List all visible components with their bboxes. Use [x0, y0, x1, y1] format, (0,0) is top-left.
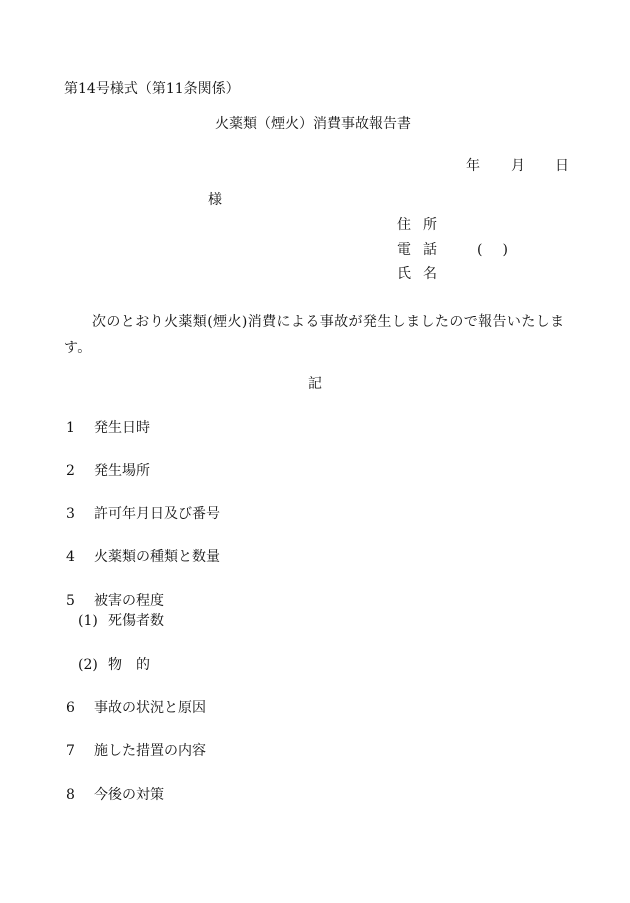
item-label: 許可年月日及び番号 [94, 506, 220, 522]
list-item [66, 788, 164, 802]
document-title: 火薬類（煙火）消費事故報告書 [215, 116, 411, 132]
sub-item-number: (1) [78, 613, 98, 629]
reporter-name-row [397, 266, 449, 282]
item-number: 2 [66, 463, 75, 479]
item-number: 3 [66, 506, 75, 522]
ki-heading: 記 [308, 376, 322, 392]
list-item [66, 701, 206, 715]
item-label: 今後の対策 [94, 787, 164, 803]
report-statement: 次のとおり火薬類(煙火)消費による事故が発生しましたので報告いたします。 [64, 314, 565, 356]
sub-item [78, 614, 164, 628]
list-item [66, 464, 150, 478]
item-number: 1 [66, 420, 75, 436]
sub-item [78, 658, 164, 672]
recipient-honorific: 様 [208, 192, 222, 208]
list-item [66, 744, 206, 758]
phone-parentheses: () [477, 242, 528, 258]
name-label: 氏名 [397, 266, 449, 282]
date-month-label: 月 [511, 158, 525, 174]
list-item [66, 507, 220, 521]
date-day-label: 日 [555, 158, 569, 174]
phone-label: 電話 [397, 242, 449, 258]
item-label: 事故の状況と原因 [94, 700, 206, 716]
item-label: 発生場所 [94, 463, 150, 479]
item-label: 被害の程度 [94, 593, 164, 609]
item-label: 発生日時 [94, 420, 150, 436]
item-label: 施した措置の内容 [94, 743, 206, 759]
sub-item-label: 死傷者数 [108, 613, 164, 629]
item-number: 8 [66, 787, 75, 803]
list-item [66, 421, 150, 435]
sub-item-number: (2) [78, 657, 98, 673]
item-label: 火薬類の種類と数量 [94, 549, 220, 565]
list-item [66, 550, 220, 564]
address-label: 住所 [397, 217, 449, 233]
item-number: 6 [66, 700, 75, 716]
sub-item-label: 物的 [108, 657, 164, 673]
date-year-label: 年 [466, 158, 480, 174]
item-number: 4 [66, 549, 75, 565]
form-number: 第14号様式（第11条関係） [64, 81, 240, 97]
item-number: 5 [66, 593, 75, 609]
list-item [66, 594, 164, 608]
item-number: 7 [66, 743, 75, 759]
reporter-address-row [397, 217, 449, 233]
reporter-phone-row [397, 243, 528, 257]
